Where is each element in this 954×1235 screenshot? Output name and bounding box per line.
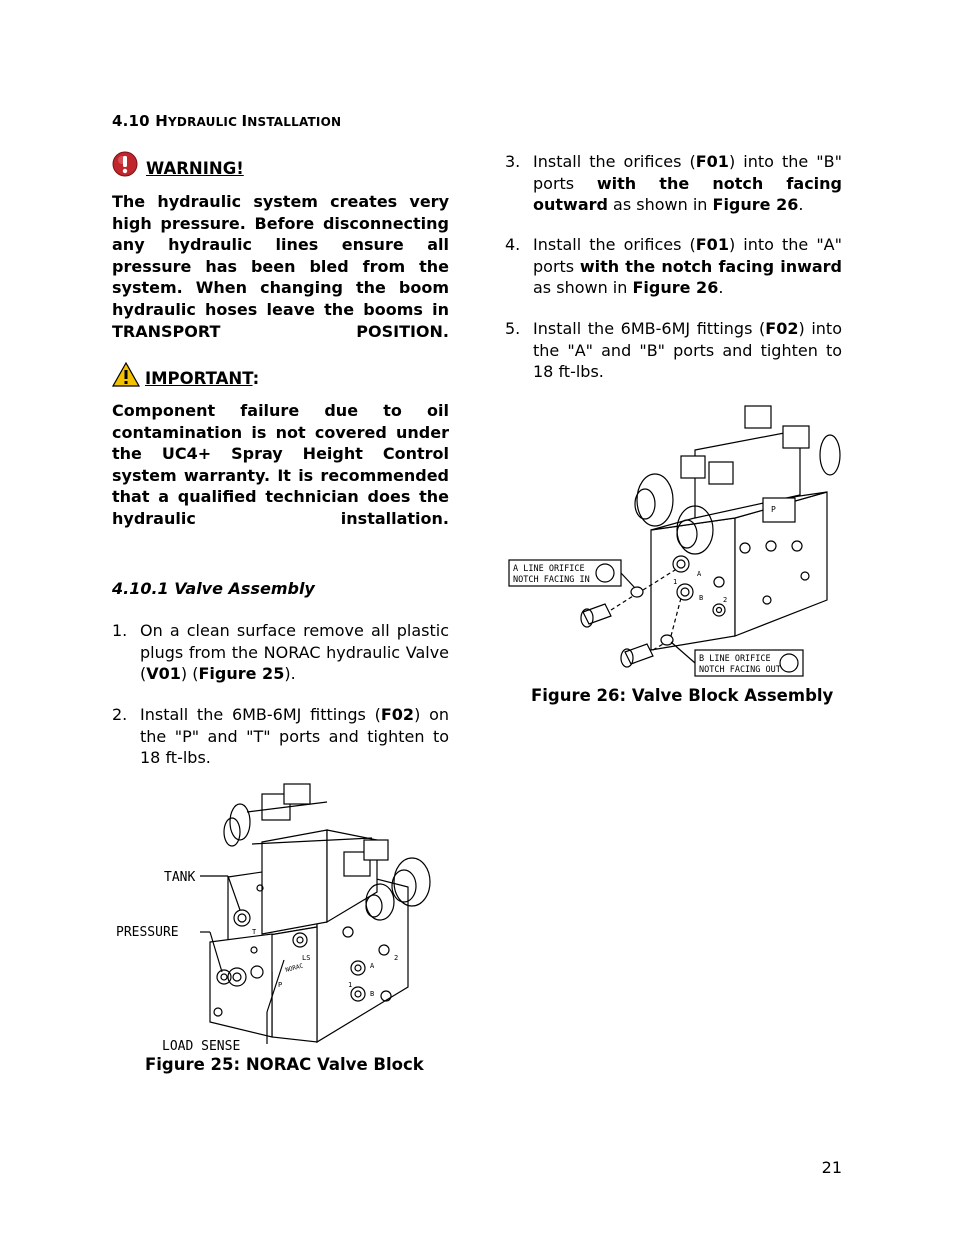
svg-text:P: P — [771, 505, 776, 514]
b-line-callout-line1: B LINE ORIFICE — [699, 654, 771, 664]
list-item: 4. Install the orifices (F01) into the "A" ports with the notch facing inward as shown in Figure 26. — [505, 235, 843, 298]
tank-label: TANK — [164, 870, 196, 885]
svg-text:A: A — [697, 570, 702, 578]
svg-text:2: 2 — [394, 954, 399, 962]
svg-text:NORAC: NORAC — [284, 962, 304, 974]
subsection-heading: 4.10.1 Valve Assembly — [112, 579, 315, 598]
a-line-callout-line1: A LINE ORIFICE — [513, 564, 585, 574]
figure-25-drawing — [112, 782, 452, 1054]
warning-text: The hydraulic system creates very high pressure. Before disconnecting any hydraulic lines ensure all pressure has been bled from the system. When changing the boom hydraulic hoses leave the booms in TRANSPORT POSITION. — [112, 192, 449, 341]
a-line-callout-line2: NOTCH FACING IN — [513, 575, 590, 585]
svg-text:1: 1 — [348, 981, 353, 989]
figure-26-caption: Figure 26: Valve Block Assembly — [531, 686, 834, 705]
svg-text:T: T — [252, 928, 257, 936]
svg-text:B: B — [370, 990, 375, 998]
svg-text:B: B — [699, 594, 704, 602]
svg-text:2: 2 — [723, 596, 728, 604]
list-item: 1. On a clean surface remove all plastic plugs from the NORAC hydraulic Valve (V01) (Figure 25). — [112, 621, 449, 684]
b-line-callout-line2: NOTCH FACING OUT — [699, 665, 781, 675]
list-item: 5. Install the 6MB-6MJ fittings (F02) into the "A" and "B" ports and tighten to 18 ft-lbs. — [505, 319, 842, 382]
load-sense-label: LOAD SENSE — [162, 1039, 241, 1054]
page-number: 21 — [821, 1158, 842, 1177]
list-item: 3. Install the orifices (F01) into the "B" ports with the notch facing outward as shown in Figure 26. — [505, 152, 843, 215]
svg-text:LS: LS — [302, 954, 311, 962]
important-text: Component failure due to oil contamination is not covered under the UC4+ Spray Height Control system warranty. It is recommended that a qualified technician does the hydraulic installation. — [112, 401, 449, 528]
warning-label: WARNING! — [146, 159, 244, 178]
figure-26-drawing — [505, 400, 845, 680]
pressure-label: PRESSURE — [116, 925, 179, 940]
svg-text:1: 1 — [673, 578, 678, 586]
section-heading: 4.10 HYDRAULIC INSTALLATION — [112, 112, 342, 130]
list-item: 2. Install the 6MB-6MJ fittings (F02) on the "P" and "T" ports and tighten to 18 ft-lbs. — [112, 705, 449, 768]
figure-25-caption: Figure 25: NORAC Valve Block — [145, 1055, 424, 1074]
important-label: IMPORTANT: — [145, 369, 260, 388]
caution-triangle-icon — [112, 362, 140, 387]
warning-icon — [112, 151, 138, 177]
svg-text:P: P — [278, 981, 283, 989]
svg-text:A: A — [370, 962, 375, 970]
